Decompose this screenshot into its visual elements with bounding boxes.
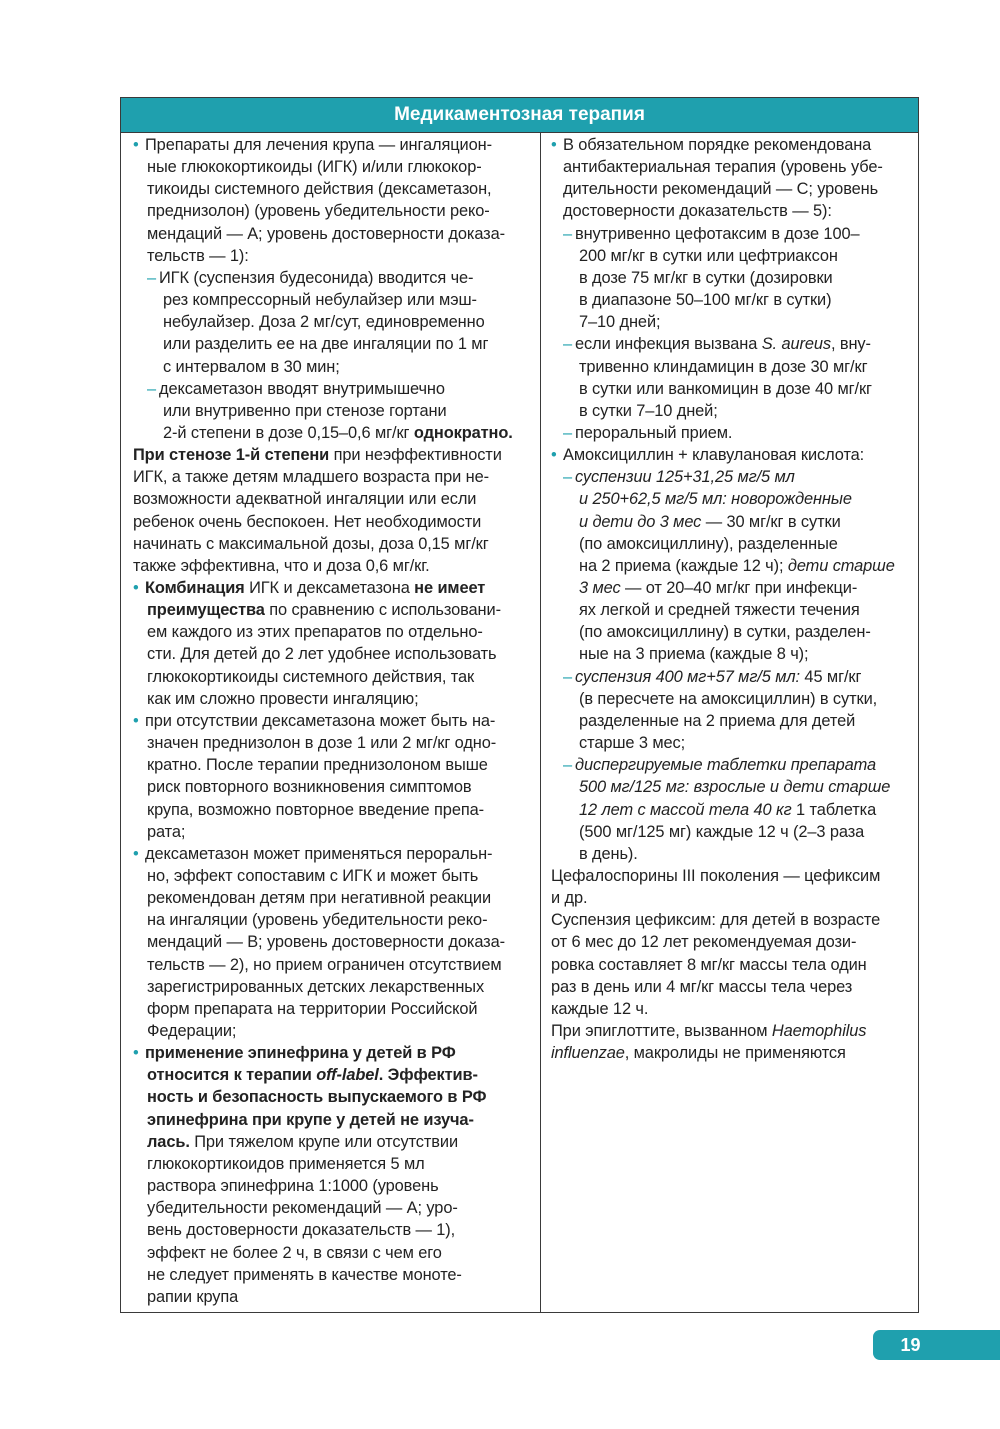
dash-icon: – bbox=[147, 379, 157, 398]
text-line: в день). bbox=[579, 844, 638, 863]
text-line: • при отсутствии дексаметазона может быть на- bbox=[133, 711, 496, 730]
therapy-table bbox=[120, 97, 919, 1313]
text-line: кратно. После терапии преднизолоном выше bbox=[147, 756, 488, 775]
text-line: ИГК, а также детям младшего возраста при не- bbox=[133, 468, 489, 487]
text-line: Суспензия цефиксим: для детей в возрасте bbox=[551, 911, 881, 930]
text-line: и дети до 3 мес — 30 мг/кг в сутки bbox=[579, 512, 841, 531]
text-line: • Препараты для лечения крупа — ингаляцион- bbox=[133, 136, 492, 154]
text-line: тикоиды системного действия (дексаметазон, bbox=[147, 180, 492, 199]
left-column bbox=[121, 133, 541, 1312]
text-line: эпинефрина при крупе у детей не изуча- bbox=[147, 1110, 474, 1129]
text-line: от 6 мес до 12 лет рекомендуемая дози- bbox=[551, 933, 857, 952]
text-line: • Комбинация ИГК и дексаметазона не имеет bbox=[133, 579, 486, 597]
text-line: • применение эпинефрина у детей в РФ bbox=[133, 1044, 456, 1063]
text-line: лась. При тяжелом крупе или отсутствии bbox=[147, 1132, 459, 1151]
text-line: мендаций — В; уровень достоверности доказа- bbox=[147, 933, 505, 952]
text-line: 7–10 дней; bbox=[579, 313, 661, 332]
text-line: сти. Для детей до 2 лет удобнее использовать bbox=[147, 645, 497, 664]
text-line: тривенно клиндамицин в дозе 30 мг/кг bbox=[579, 357, 868, 376]
right-column bbox=[541, 133, 918, 1312]
bullet-icon: • bbox=[133, 1044, 139, 1063]
bullet-icon: • bbox=[551, 136, 557, 154]
text-line: При эпиглоттите, вызванном Haemophilus bbox=[551, 1022, 867, 1040]
text-line: 500 мг/125 мг: взрослые и дети старше bbox=[579, 778, 891, 797]
text-line: дительности рекомендаций — С; уровень bbox=[563, 180, 879, 199]
text-line: – пероральный прием. bbox=[563, 423, 733, 442]
text-line: достоверности доказательств — 5): bbox=[563, 202, 832, 221]
text-line: мендаций — А; уровень достоверности доказа- bbox=[147, 224, 505, 243]
text-line: преднизолон) (уровень убедительности реко- bbox=[147, 202, 490, 221]
text-line: в сутки 7–10 дней; bbox=[579, 401, 718, 420]
text-line: (в пересчете на амоксициллин) в сутки, bbox=[579, 689, 878, 708]
text-line: тельств — 1): bbox=[147, 246, 249, 265]
table-header: Медикаментозная терапия bbox=[121, 98, 918, 133]
text-line: но, эффект сопоставим с ИГК и может быть bbox=[147, 866, 479, 885]
bullet-icon: • bbox=[551, 446, 557, 465]
bullet-icon: • bbox=[133, 711, 139, 730]
text-line: раз в день или 4 мг/кг массы тела через bbox=[551, 977, 853, 996]
text-line: ность и безопасность выпускаемого в РФ bbox=[147, 1088, 487, 1107]
text-line: – внутривенно цефотаксим в дозе 100– bbox=[563, 224, 860, 243]
text-line: убедительности рекомендаций — А; уро- bbox=[147, 1199, 458, 1218]
text-line: – диспергируемые таблетки препарата bbox=[563, 756, 877, 775]
dash-icon: – bbox=[563, 756, 573, 775]
text-line: также эффективна, что и доза 0,6 мг/кг. bbox=[133, 556, 430, 575]
text-line: ровка составляет 8 мг/кг массы тела один bbox=[551, 955, 867, 974]
text-line: риск повторного возникновения симптомов bbox=[147, 778, 472, 797]
text-line: вень достоверности доказательств — 1), bbox=[147, 1221, 456, 1240]
dash-icon: – bbox=[563, 224, 573, 243]
text-line: рекомендован детям при негативной реакции bbox=[147, 889, 492, 908]
text-line: не следует применять в качестве моноте- bbox=[147, 1265, 462, 1284]
text-line: и др. bbox=[551, 889, 588, 908]
text-line: или разделить ее на две ингаляции по 1 мг bbox=[163, 335, 489, 354]
text-line: 200 мг/кг в сутки или цефтриаксон bbox=[579, 246, 838, 265]
text-line: Федерации; bbox=[147, 1022, 237, 1040]
text-line: (по амоксициллину), разделенные bbox=[579, 534, 838, 553]
text-line: ем каждого из этих препаратов по отдельно- bbox=[147, 623, 483, 642]
bullet-icon: • bbox=[133, 844, 139, 863]
text-line: относится к терапии off-label. Эффектив- bbox=[147, 1066, 478, 1085]
text-line: возможности адекватной ингаляции или если bbox=[133, 490, 477, 509]
dash-icon: – bbox=[147, 268, 157, 287]
text-line: старше 3 мес; bbox=[579, 734, 686, 753]
text-line: с интервалом в 30 мин; bbox=[163, 357, 340, 376]
text-line: 2-й степени в дозе 0,15–0,6 мг/кг однократно. bbox=[163, 423, 513, 442]
text-line: При стенозе 1-й степени при неэффективности bbox=[133, 446, 502, 465]
text-line: в диапазоне 50–100 мг/кг в сутки) bbox=[579, 291, 832, 310]
text-line: тельств — 2), но прием ограничен отсутствием bbox=[147, 955, 502, 974]
text-line: influenzae, макролиды не применяются bbox=[551, 1044, 846, 1063]
text-line: на 2 приема (каждые 12 ч); дети старше bbox=[579, 556, 895, 575]
text-line: начинать с максимальной дозы, доза 0,15 мг/кг bbox=[133, 534, 489, 553]
text-line: эффект не более 2 ч, в связи с чем его bbox=[147, 1243, 442, 1262]
page-number: 19 bbox=[873, 1330, 1000, 1360]
text-line: ях легкой и средней тяжести течения bbox=[579, 601, 860, 620]
text-line: (500 мг/125 мг) каждые 12 ч (2–3 раза bbox=[579, 822, 865, 841]
text-line: глюкокортикоиды системного действия, так bbox=[147, 667, 475, 686]
text-line: ные на 3 приема (каждые 8 ч); bbox=[579, 645, 809, 664]
text-line: • В обязательном порядке рекомендована bbox=[551, 136, 872, 154]
dash-icon: – bbox=[563, 335, 573, 354]
text-line: рапии крупа bbox=[147, 1287, 239, 1306]
bullet-icon: • bbox=[133, 579, 139, 597]
dash-icon: – bbox=[563, 423, 573, 442]
text-line: как им сложно провести ингаляцию; bbox=[147, 689, 419, 708]
text-line: Цефалоспорины III поколения — цефиксим bbox=[551, 866, 881, 885]
dash-icon: – bbox=[563, 468, 573, 487]
text-line: 12 лет с массой тела 40 кг 1 таблетка bbox=[579, 800, 877, 819]
text-line: • дексаметазон может применяться пероральн- bbox=[133, 844, 493, 863]
text-line: в дозе 75 мг/кг в сутки (дозировки bbox=[579, 268, 833, 287]
text-line: разделенные на 2 приема для детей bbox=[579, 711, 856, 730]
dash-icon: – bbox=[563, 667, 573, 686]
text-line: зарегистрированных детских лекарственных bbox=[147, 977, 485, 996]
text-line: антибактериальная терапия (уровень убе- bbox=[563, 158, 883, 177]
text-line: каждые 12 ч. bbox=[551, 999, 649, 1018]
text-line: крупа, возможно повторное введение препа- bbox=[147, 800, 484, 819]
text-line: рез компрессорный небулайзер или мэш- bbox=[163, 291, 477, 310]
text-line: на ингаляции (уровень убедительности реко- bbox=[147, 911, 488, 930]
text-line: глюкокортикоидов применяется 5 мл bbox=[147, 1154, 425, 1173]
text-line: значен преднизолон в дозе 1 или 2 мг/кг одно- bbox=[147, 734, 497, 753]
bullet-icon: • bbox=[133, 136, 139, 154]
text-line: в сутки или ванкомицин в дозе 40 мг/кг bbox=[579, 379, 872, 398]
text-line: – если инфекция вызвана S. aureus, вну- bbox=[563, 335, 871, 354]
text-line: или внутривенно при стенозе гортани bbox=[163, 401, 447, 420]
text-line: (по амоксициллину) в сутки, разделен- bbox=[579, 623, 871, 642]
text-line: и 250+62,5 мг/5 мл: новорожденные bbox=[579, 490, 852, 509]
text-line: преимущества по сравнению с использовани- bbox=[147, 601, 501, 620]
text-line: ребенок очень беспокоен. Нет необходимости bbox=[133, 512, 482, 531]
text-line: рата; bbox=[147, 822, 186, 841]
text-line: • Амоксициллин + клавулановая кислота: bbox=[551, 446, 865, 465]
text-line: – ИГК (суспензия будесонида) вводится че- bbox=[147, 268, 474, 287]
text-line: раствора эпинефрина 1:1000 (уровень bbox=[147, 1177, 439, 1196]
text-line: форм препарата на территории Российской bbox=[147, 999, 478, 1018]
text-line: – дексаметазон вводят внутримышечно bbox=[147, 379, 445, 398]
text-line: небулайзер. Доза 2 мг/сут, единовременно bbox=[163, 313, 485, 332]
text-line: 3 мес — от 20–40 мг/кг при инфекци- bbox=[579, 579, 858, 597]
text-line: – суспензия 400 мг+57 мг/5 мл: 45 мг/кг bbox=[563, 667, 862, 686]
text-line: – суспензии 125+31,25 мг/5 мл bbox=[563, 468, 795, 487]
text-line: ные глюкокортикоиды (ИГК) и/или глюкокор- bbox=[147, 158, 482, 177]
